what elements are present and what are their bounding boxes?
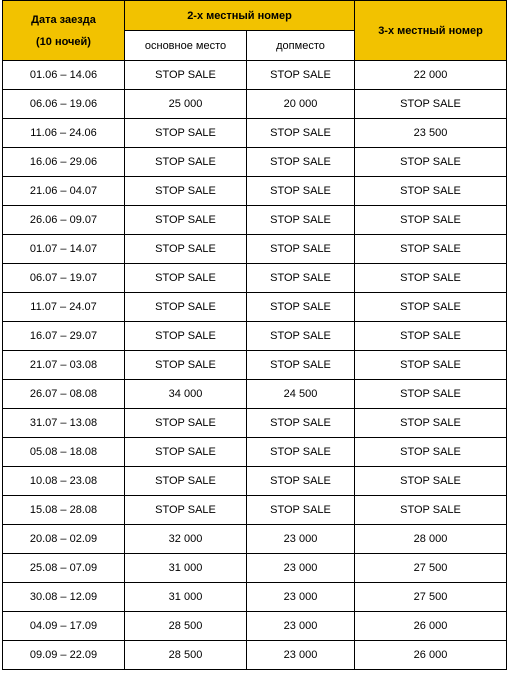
- extra-bed-price-cell: STOP SALE: [247, 293, 355, 322]
- main-bed-price-cell: STOP SALE: [125, 496, 247, 525]
- triple-room-header: 3-х местный номер: [355, 1, 507, 61]
- main-bed-price-cell: STOP SALE: [125, 61, 247, 90]
- date-cell: 25.08 – 07.09: [3, 554, 125, 583]
- triple-room-price-cell: 27 500: [355, 583, 507, 612]
- extra-bed-price-cell: STOP SALE: [247, 322, 355, 351]
- date-cell: 06.06 – 19.06: [3, 90, 125, 119]
- triple-room-price-cell: 27 500: [355, 554, 507, 583]
- date-cell: 05.08 – 18.08: [3, 438, 125, 467]
- table-row: [3, 554, 507, 583]
- date-cell: 30.08 – 12.09: [3, 583, 125, 612]
- table-row: [3, 409, 507, 438]
- extra-bed-price-cell: 23 000: [247, 525, 355, 554]
- extra-bed-price-cell: STOP SALE: [247, 61, 355, 90]
- triple-room-price-cell: STOP SALE: [355, 496, 507, 525]
- extra-bed-price-cell: 23 000: [247, 612, 355, 641]
- extra-bed-price-cell: STOP SALE: [247, 148, 355, 177]
- extra-bed-price-cell: STOP SALE: [247, 409, 355, 438]
- triple-room-price-cell: 23 500: [355, 119, 507, 148]
- main-bed-price-cell: STOP SALE: [125, 351, 247, 380]
- triple-room-price-cell: STOP SALE: [355, 322, 507, 351]
- date-cell: 15.08 – 28.08: [3, 496, 125, 525]
- triple-room-price-cell: STOP SALE: [355, 351, 507, 380]
- triple-room-price-cell: 22 000: [355, 61, 507, 90]
- triple-room-price-cell: STOP SALE: [355, 438, 507, 467]
- extra-bed-price-cell: STOP SALE: [247, 264, 355, 293]
- extra-bed-price-cell: STOP SALE: [247, 206, 355, 235]
- main-bed-price-cell: 25 000: [125, 90, 247, 119]
- table-row: [3, 438, 507, 467]
- main-bed-price-cell: STOP SALE: [125, 119, 247, 148]
- main-bed-price-cell: STOP SALE: [125, 148, 247, 177]
- main-bed-price-cell: STOP SALE: [125, 264, 247, 293]
- date-cell: 16.06 – 29.06: [3, 148, 125, 177]
- table-row: [3, 583, 507, 612]
- table-row: [3, 90, 507, 119]
- table-row: [3, 467, 507, 496]
- main-bed-price-cell: STOP SALE: [125, 467, 247, 496]
- table-row: [3, 496, 507, 525]
- triple-room-price-cell: STOP SALE: [355, 235, 507, 264]
- main-bed-price-cell: STOP SALE: [125, 206, 247, 235]
- triple-room-price-cell: STOP SALE: [355, 467, 507, 496]
- triple-room-price-cell: STOP SALE: [355, 148, 507, 177]
- main-bed-price-cell: 32 000: [125, 525, 247, 554]
- table-row: [3, 235, 507, 264]
- table-row: [3, 612, 507, 641]
- date-cell: 26.07 – 08.08: [3, 380, 125, 409]
- date-cell: 01.06 – 14.06: [3, 61, 125, 90]
- main-bed-price-cell: STOP SALE: [125, 293, 247, 322]
- table-row: [3, 148, 507, 177]
- date-cell: 01.07 – 14.07: [3, 235, 125, 264]
- table-row: [3, 119, 507, 148]
- triple-room-price-cell: 26 000: [355, 641, 507, 670]
- table-row: [3, 380, 507, 409]
- date-column-header: [3, 1, 125, 61]
- triple-room-price-cell: STOP SALE: [355, 206, 507, 235]
- date-cell: 11.06 – 24.06: [3, 119, 125, 148]
- extra-bed-price-cell: STOP SALE: [247, 235, 355, 264]
- double-room-header: 2-х местный номер: [125, 1, 355, 31]
- date-cell: 16.07 – 29.07: [3, 322, 125, 351]
- main-bed-price-cell: STOP SALE: [125, 235, 247, 264]
- extra-bed-price-cell: 23 000: [247, 583, 355, 612]
- extra-bed-price-cell: STOP SALE: [247, 177, 355, 206]
- main-bed-price-cell: STOP SALE: [125, 177, 247, 206]
- main-bed-price-cell: 31 000: [125, 583, 247, 612]
- main-bed-price-cell: 28 500: [125, 641, 247, 670]
- table-row: [3, 641, 507, 670]
- date-cell: 06.07 – 19.07: [3, 264, 125, 293]
- main-bed-price-cell: STOP SALE: [125, 438, 247, 467]
- date-cell: 31.07 – 13.08: [3, 409, 125, 438]
- extra-bed-price-cell: STOP SALE: [247, 351, 355, 380]
- date-cell: 11.07 – 24.07: [3, 293, 125, 322]
- triple-room-price-cell: STOP SALE: [355, 293, 507, 322]
- extra-bed-price-cell: 24 500: [247, 380, 355, 409]
- main-bed-price-cell: 31 000: [125, 554, 247, 583]
- date-cell: 04.09 – 17.09: [3, 612, 125, 641]
- triple-room-price-cell: STOP SALE: [355, 90, 507, 119]
- triple-room-price-cell: 28 000: [355, 525, 507, 554]
- extra-bed-price-cell: 20 000: [247, 90, 355, 119]
- table-row: [3, 206, 507, 235]
- table-row: [3, 322, 507, 351]
- extra-bed-price-cell: 23 000: [247, 641, 355, 670]
- extra-bed-price-cell: STOP SALE: [247, 467, 355, 496]
- table-row: [3, 177, 507, 206]
- table-row: [3, 61, 507, 90]
- date-cell: 26.06 – 09.07: [3, 206, 125, 235]
- date-cell: 20.08 – 02.09: [3, 525, 125, 554]
- triple-room-price-cell: STOP SALE: [355, 409, 507, 438]
- table-header: [3, 1, 507, 61]
- main-bed-header: основное место: [125, 31, 247, 61]
- date-label: Дата заезда: [31, 13, 96, 26]
- triple-room-price-cell: STOP SALE: [355, 177, 507, 206]
- main-bed-price-cell: STOP SALE: [125, 322, 247, 351]
- nights-label: (10 ночей): [36, 35, 91, 48]
- main-bed-price-cell: 34 000: [125, 380, 247, 409]
- main-bed-price-cell: STOP SALE: [125, 409, 247, 438]
- extra-bed-header: допместо: [247, 31, 355, 61]
- triple-room-price-cell: 26 000: [355, 612, 507, 641]
- extra-bed-price-cell: 23 000: [247, 554, 355, 583]
- extra-bed-price-cell: STOP SALE: [247, 119, 355, 148]
- triple-room-price-cell: STOP SALE: [355, 380, 507, 409]
- date-cell: 09.09 – 22.09: [3, 641, 125, 670]
- table-row: [3, 525, 507, 554]
- date-cell: 10.08 – 23.08: [3, 467, 125, 496]
- extra-bed-price-cell: STOP SALE: [247, 438, 355, 467]
- extra-bed-price-cell: STOP SALE: [247, 496, 355, 525]
- date-cell: 21.06 – 04.07: [3, 177, 125, 206]
- main-bed-price-cell: 28 500: [125, 612, 247, 641]
- table-row: [3, 293, 507, 322]
- date-cell: 21.07 – 03.08: [3, 351, 125, 380]
- table-row: [3, 264, 507, 293]
- price-table: [2, 0, 507, 670]
- table-body: [3, 61, 507, 670]
- triple-room-price-cell: STOP SALE: [355, 264, 507, 293]
- table-row: [3, 351, 507, 380]
